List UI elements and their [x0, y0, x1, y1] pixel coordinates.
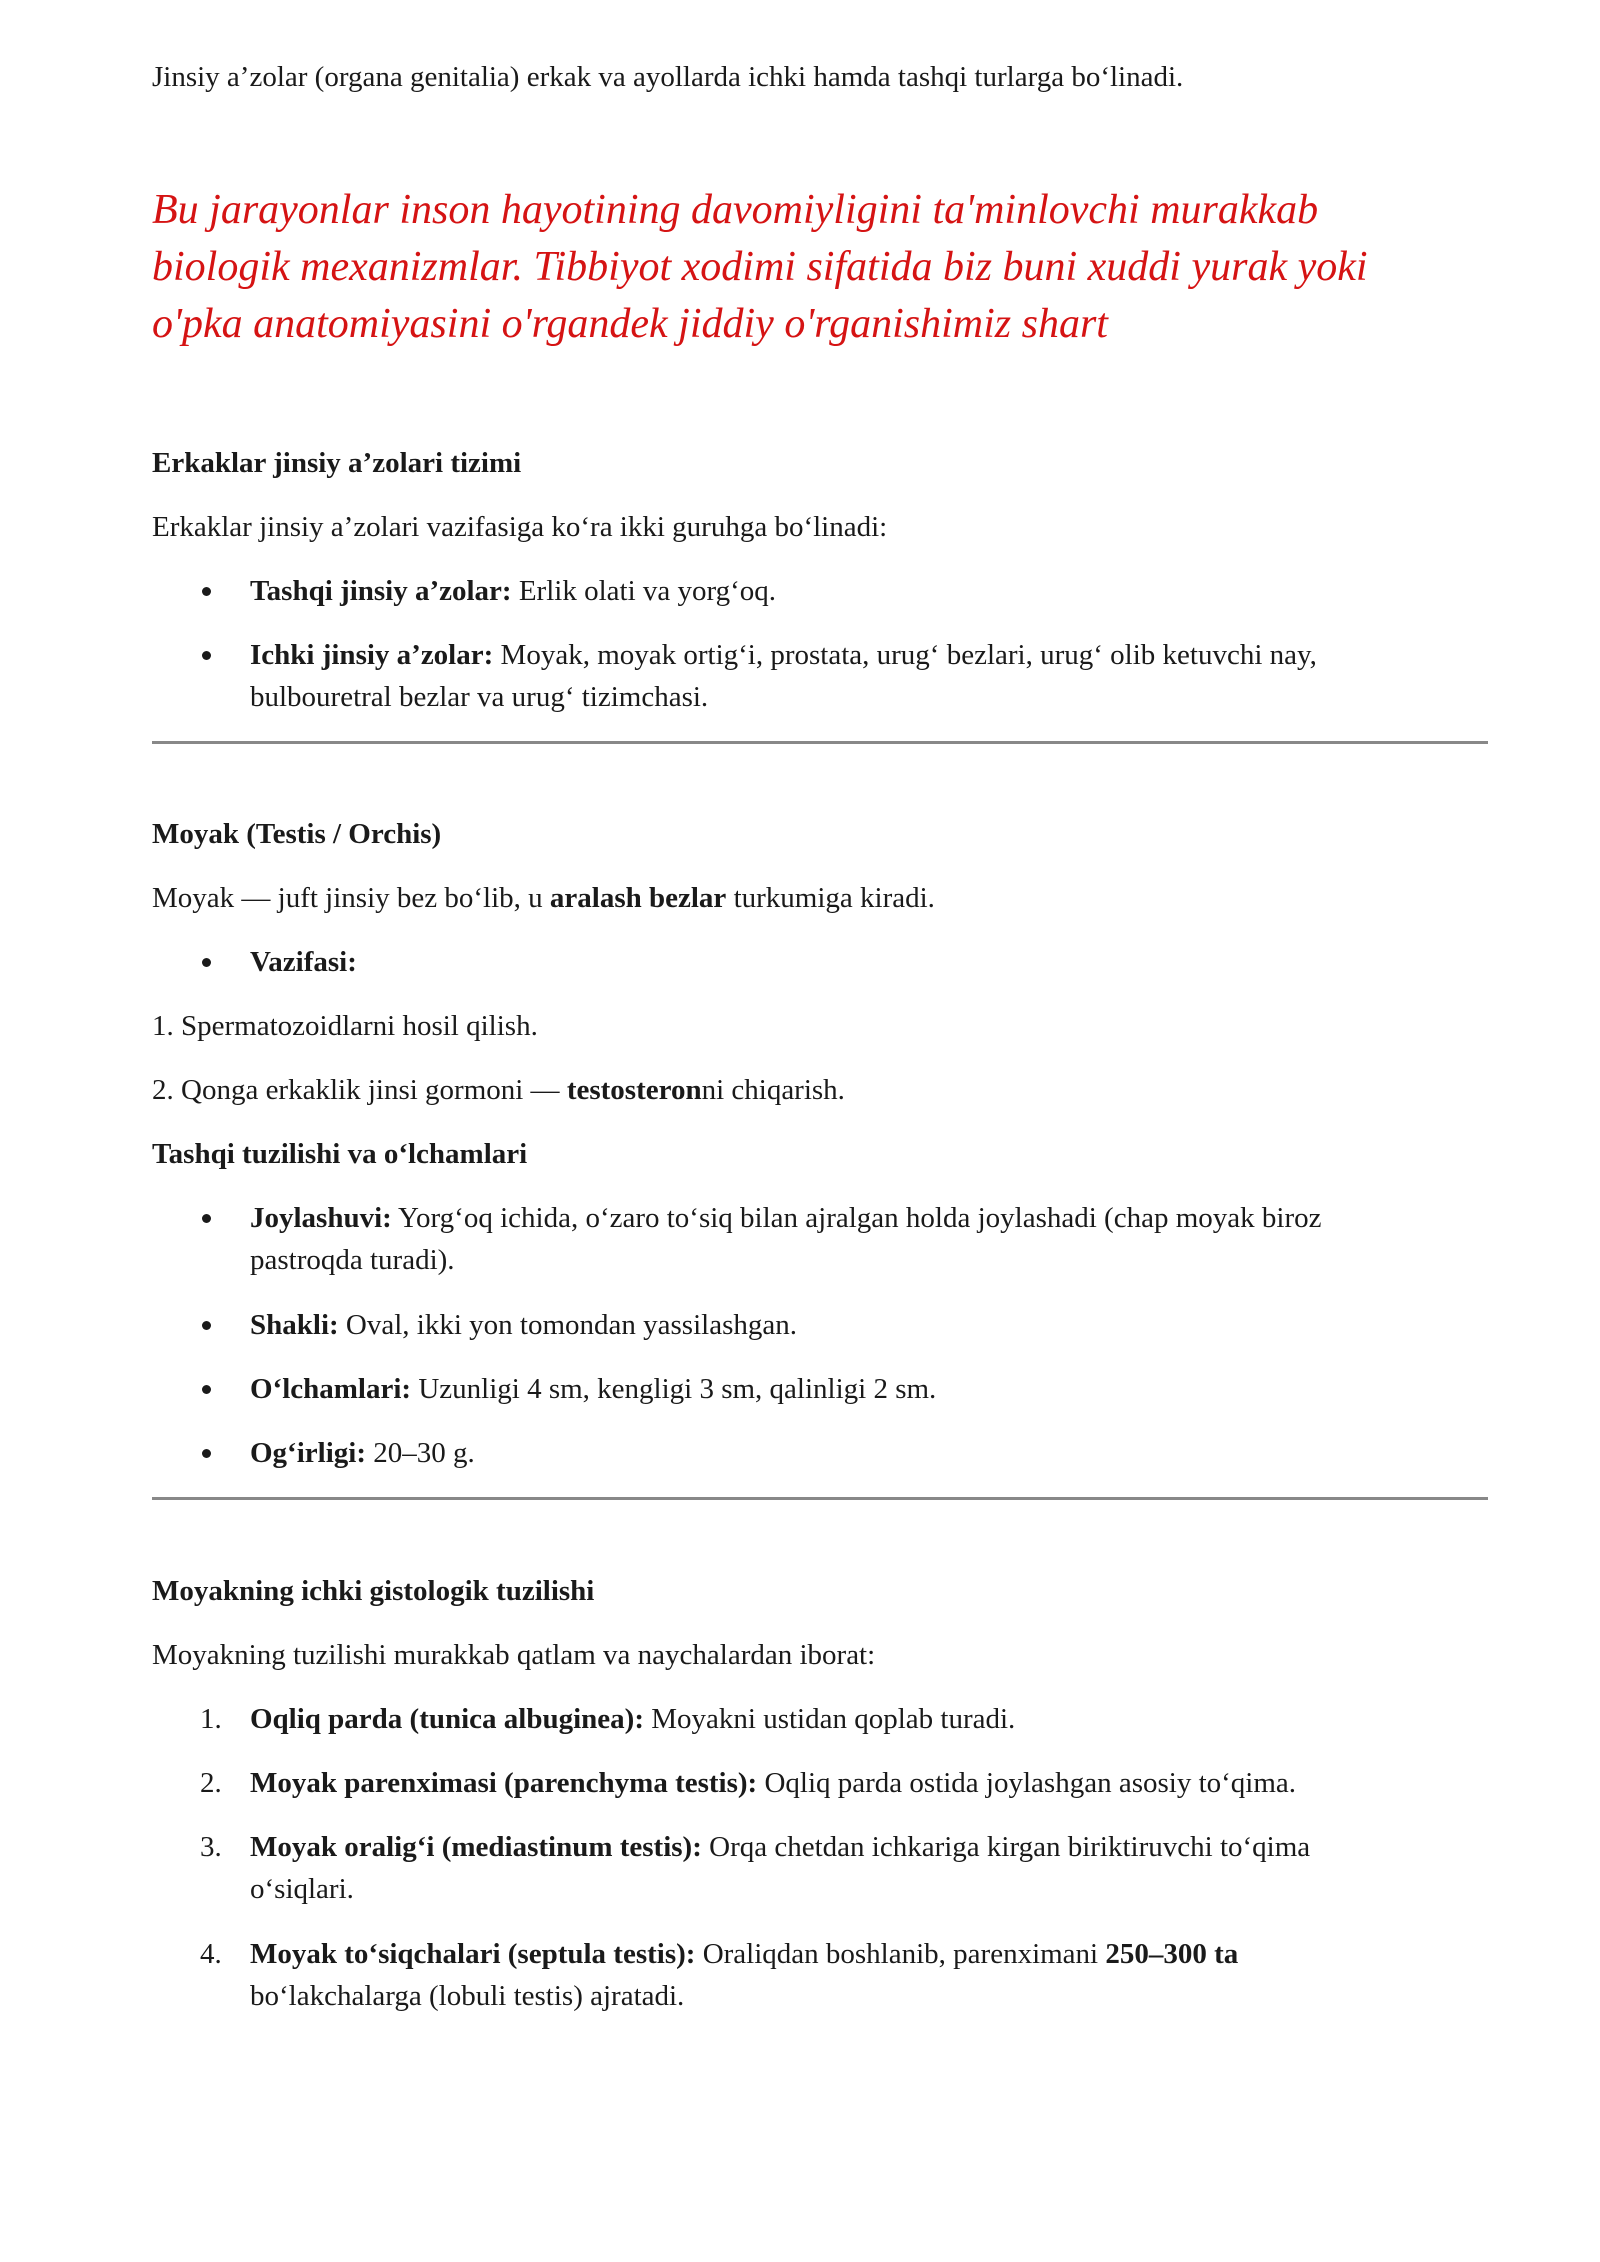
item-label: Tashqi jinsiy a’zolar: [250, 575, 512, 607]
item-label: Vazifasi: [250, 946, 357, 978]
subheading: Tashqi tuzilishi va o‘lchamlari [152, 1138, 528, 1170]
numbered-line [152, 1069, 845, 1111]
divider [152, 741, 1488, 744]
quote-line: Bu jarayonlar inson hayotining davomiyligini ta'minlovchi murakkab [152, 187, 1319, 233]
quote-line: biologik mexanizmlar. Tibbiyot xodimi sifatida biz buni xuddi yurak yoki [152, 244, 1368, 290]
section-paragraph: Moyakning tuzilishi murakkab qatlam va naychalardan iborat: [152, 1639, 876, 1671]
item-label: Shakli: [250, 1309, 339, 1341]
item-label: O‘lchamlari: [250, 1373, 412, 1405]
quote-line: o'pka anatomiyasini o'rgandek jiddiy o'rganishimiz shart [152, 301, 1108, 347]
item-text: Orqa chetdan ichkariga kirgan biriktiruvchi to‘qima [701, 1831, 1311, 1863]
numbered-line: 1. Spermatozoidlarni hosil qilish. [152, 1010, 538, 1042]
text-run: turkumiga kiradi. [726, 882, 935, 914]
item-number: 3. [200, 1831, 222, 1863]
bullet-icon [202, 1321, 211, 1330]
item-number: 1. [200, 1703, 222, 1735]
item-text: bulbouretral bezlar va urug‘ tizimchasi. [250, 681, 709, 713]
section-heading: Moyak (Testis / Orchis) [152, 818, 442, 850]
item-text: Erlik olati va yorg‘oq. [511, 575, 777, 607]
text-run: ni chiqarish. [701, 1074, 845, 1106]
item-text: o‘siqlari. [250, 1873, 354, 1905]
item-label: Ichki jinsiy a’zolar: [250, 639, 494, 671]
bold-term: 250–300 ta [1105, 1938, 1239, 1970]
item-text: pastroqda turadi). [250, 1244, 455, 1276]
bullet-icon [202, 958, 211, 967]
item-text: Moyak, moyak ortig‘i, prostata, urug‘ bezlari, urug‘ olib ketuvchi nay, [493, 639, 1317, 671]
item-text: Yorg‘oq ichida, o‘zaro to‘siq bilan ajralgan holda joylashadi (chap moyak biroz [391, 1202, 1322, 1234]
item-label: Joylashuvi: [250, 1202, 392, 1234]
text-run: 2. Qonga erkaklik jinsi gormoni — [152, 1074, 567, 1106]
bullet-icon [202, 651, 211, 660]
item-label: Og‘irligi: [250, 1437, 366, 1469]
bold-term: testosteron [566, 1074, 702, 1106]
bold-term: aralash bezlar [549, 882, 727, 914]
item-text: Oqliq parda ostida joylashgan asosiy to‘qima. [757, 1767, 1297, 1799]
section-heading: Moyakning ichki gistologik tuzilishi [152, 1575, 595, 1607]
section-paragraph [152, 877, 935, 919]
bullet-icon [202, 1385, 211, 1394]
divider [152, 1497, 1488, 1500]
item-text: Oval, ikki yon tomondan yassilashgan. [338, 1309, 797, 1341]
text-run: Moyak — juft jinsiy bez bo‘lib, u [152, 882, 550, 914]
item-label: Oqliq parda (tunica albuginea): [250, 1703, 644, 1735]
item-text: Moyakni ustidan qoplab turadi. [644, 1703, 1016, 1735]
bullet-icon [202, 1214, 211, 1223]
item-label: Moyak to‘siqchalari (septula testis): [250, 1938, 696, 1970]
item-label: Moyak oralig‘i (mediastinum testis): [250, 1831, 702, 1863]
item-text: Oraliqdan boshlanib, parenximani [695, 1938, 1106, 1970]
highlight-quote [152, 182, 1488, 353]
bullet-icon [202, 587, 211, 596]
item-label: Moyak parenximasi (parenchyma testis): [250, 1767, 758, 1799]
item-text: Uzunligi 4 sm, kengligi 3 sm, qalinligi 2 sm. [411, 1373, 937, 1405]
item-text: bo‘lakchalarga (lobuli testis) ajratadi. [250, 1980, 685, 2012]
bullet-icon [202, 1449, 211, 1458]
item-number: 2. [200, 1767, 222, 1799]
item-number: 4. [200, 1938, 222, 1970]
item-text: 20–30 g. [365, 1437, 475, 1469]
intro-paragraph: Jinsiy a’zolar (organa genitalia) erkak va ayollarda ichki hamda tashqi turlarga bo‘linadi. [152, 61, 1184, 93]
section-heading: Erkaklar jinsiy a’zolari tizimi [152, 447, 522, 479]
section-paragraph: Erkaklar jinsiy a’zolari vazifasiga ko‘ra ikki guruhga bo‘linadi: [152, 511, 888, 543]
